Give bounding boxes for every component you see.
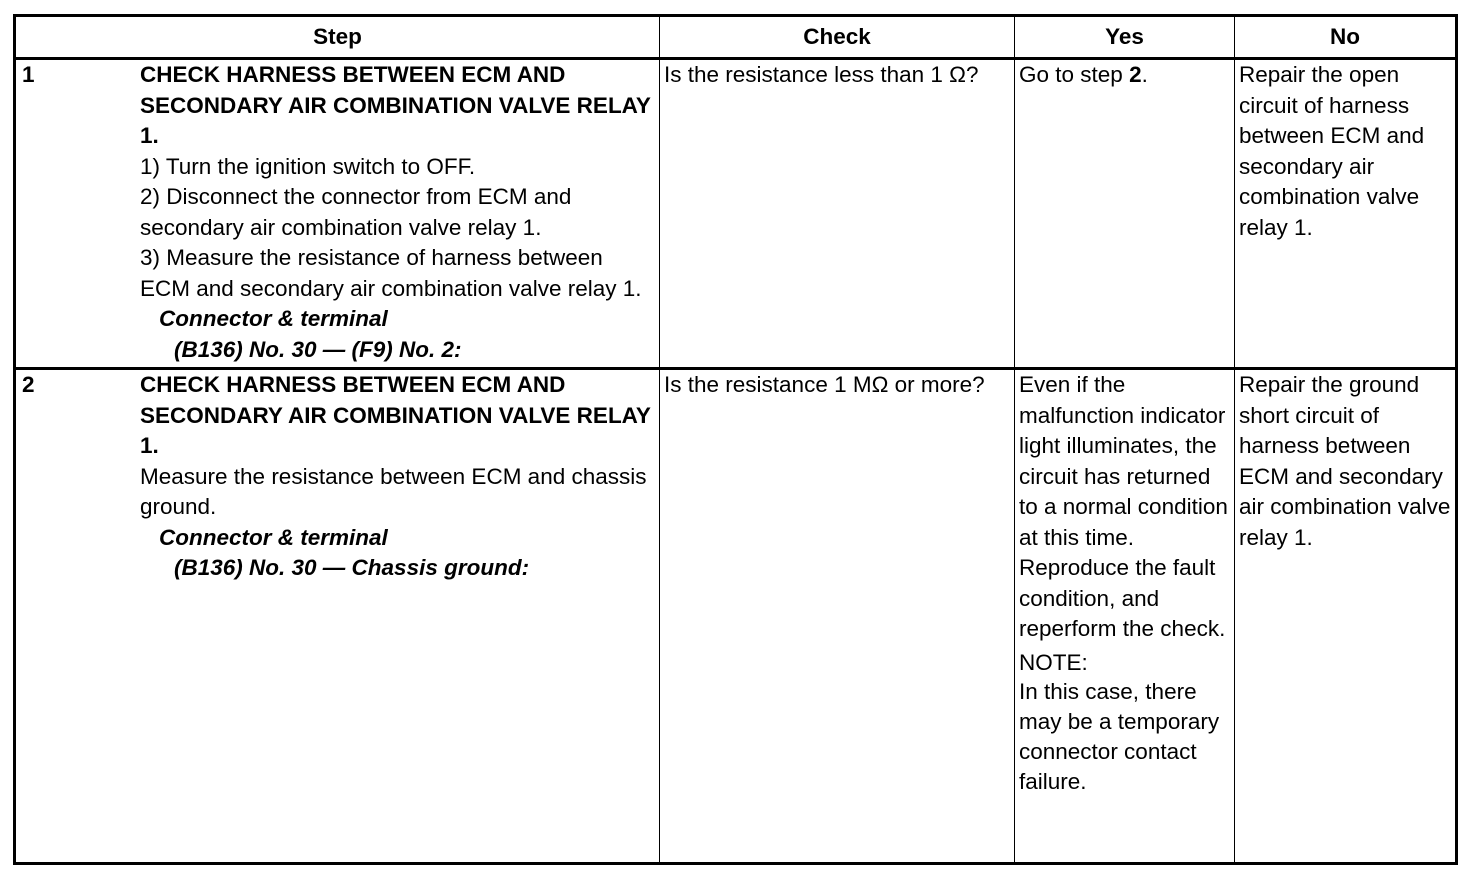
connector-terminal-value: (B136) No. 30 — (F9) No. 2: xyxy=(174,336,462,362)
check-cell xyxy=(660,59,1015,369)
step-title: CHECK HARNESS BETWEEN ECM AND SECONDARY AIR COMBINATION VALVE RELAY 1. xyxy=(140,372,651,458)
yes-cell xyxy=(1015,369,1235,864)
column-header-no: No xyxy=(1235,16,1457,59)
column-header-yes: Yes xyxy=(1015,16,1235,59)
step-number: 2 xyxy=(22,372,35,397)
yes-action-prefix: Go to step xyxy=(1019,62,1130,87)
step-instruction: 2) Disconnect the connector from ECM and secondary air combination valve relay 1. xyxy=(140,184,572,240)
yes-cell xyxy=(1015,59,1235,369)
yes-step-link[interactable]: 2 xyxy=(1129,62,1142,87)
table-row xyxy=(15,369,1457,864)
step-instruction: Measure the resistance between ECM and chassis ground. xyxy=(140,463,647,519)
step-instruction: 3) Measure the resistance of harness between ECM and secondary air combination valve relay 1. xyxy=(140,245,642,301)
note-heading: NOTE: xyxy=(1019,649,1088,675)
column-header-check: Check xyxy=(660,16,1015,59)
connector-label: Connector & terminal xyxy=(159,524,388,550)
connector-terminal-value: (B136) No. 30 — Chassis ground: xyxy=(174,555,530,580)
diagnostic-table xyxy=(13,14,1458,865)
yes-action: Even if the malfunction indicator light illuminates, the circuit has returned to a normal condition at this time. Reproduce the fault condition, and reperform the check. xyxy=(1019,372,1228,641)
check-question: Is the resistance 1 MΩ or more? xyxy=(664,372,985,397)
check-question: Is the resistance less than 1 Ω? xyxy=(664,62,979,87)
step-instruction: 1) Turn the ignition switch to OFF. xyxy=(140,153,476,179)
check-cell xyxy=(660,369,1015,864)
step-title: CHECK HARNESS BETWEEN ECM AND SECONDARY AIR COMBINATION VALVE RELAY 1. xyxy=(140,62,651,148)
table-header-row xyxy=(15,16,1457,59)
no-action: Repair the open circuit of harness between ECM and secondary air combination valve relay 1. xyxy=(1239,62,1425,240)
column-header-step: Step xyxy=(15,16,660,59)
yes-action-suffix: . xyxy=(1141,62,1148,87)
table-row xyxy=(15,59,1457,369)
connector-label: Connector & terminal xyxy=(159,306,388,331)
step-number: 1 xyxy=(22,62,35,87)
step-body xyxy=(140,370,655,584)
step-body xyxy=(140,60,655,365)
step-cell xyxy=(15,59,660,369)
no-action: Repair the ground short circuit of harness between ECM and secondary air combination valve relay 1. xyxy=(1239,372,1451,550)
no-cell xyxy=(1235,59,1457,369)
note-text: In this case, there may be a temporary connector contact failure. xyxy=(1019,678,1220,794)
no-cell xyxy=(1235,369,1457,864)
step-cell xyxy=(15,369,660,864)
